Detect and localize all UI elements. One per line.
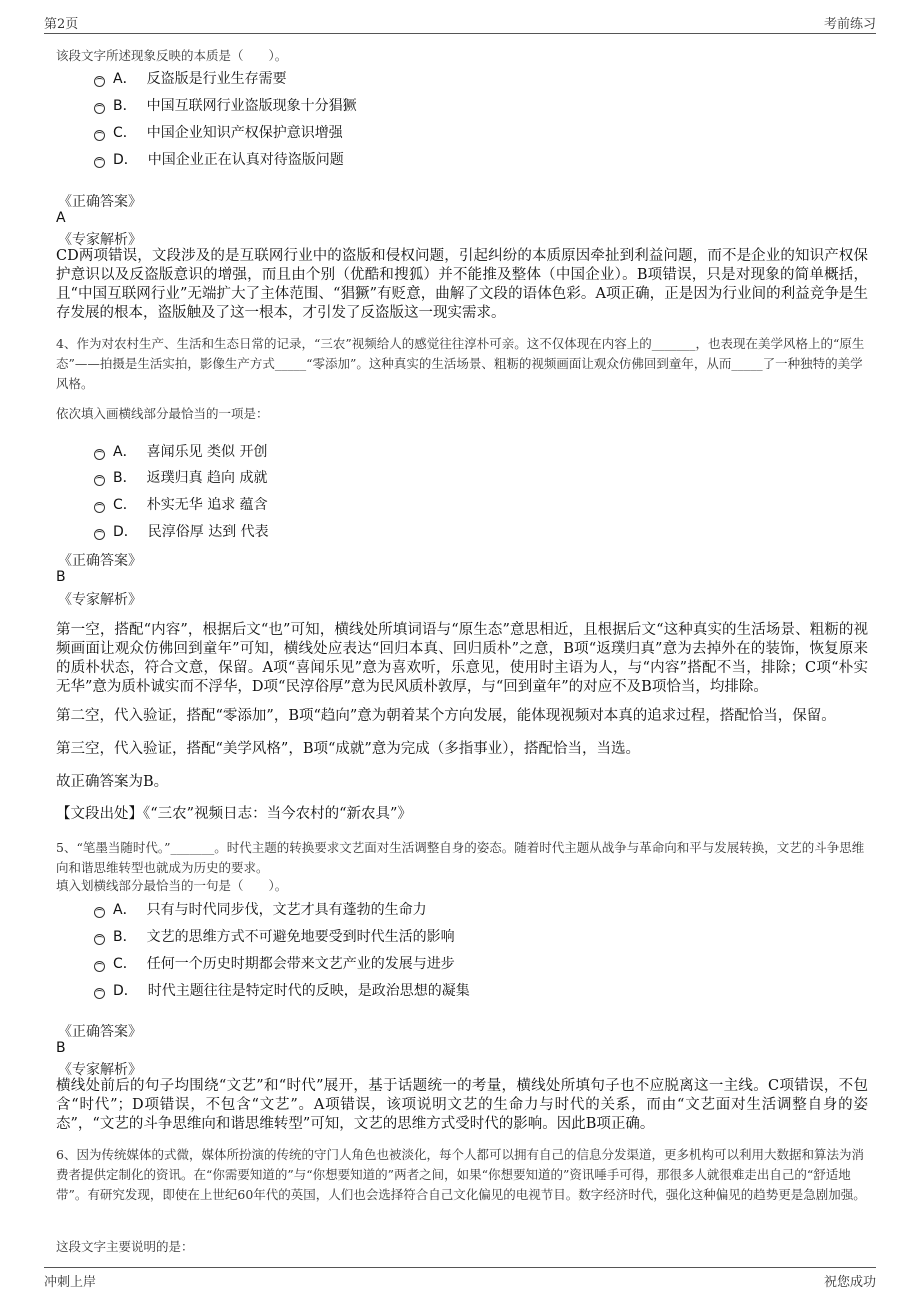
- radio-icon[interactable]: [94, 988, 105, 999]
- q4-option-c[interactable]: C． 朴实无华 追求 蕴含: [94, 494, 268, 514]
- q3-analysis: CD两项错误，文段涉及的是互联网行业中的盗版和侵权问题，引起纠纷的本质原因牵扯到利益问题，而不是企业的知识产权保护意识以及反盗版意识的增强，而且由个别（优酷和搜狐）并不能推及整体（中国企业）。B项错误，只是对现象的简单概括，且“中国互联网行业”无端扩大了主体范围、“猖獗”有贬意，曲解了文段的语体色彩。A项正确，正是因为行业间的利益竞争是生存发展的根本，盗版触及了这一根本，才引发了反盗版这一现实需求。: [56, 248, 868, 321]
- q6-stem: 6、因为传统媒体的式微，媒体所扮演的传统的守门人角色也被淡化，每个人都可以拥有自己的信息分发渠道，更多机构可以利用大数据和算法为消费者提供定制化的资讯。在“你需要知道的”与“你想要知道的”两者之间，如果“你想要知道的”资讯唾手可得，那很多人就很难走出自己的“舒适地带”。有研究发现，即使在上世纪60年代的英国，人们也会选择符合自己文化偏见的电视节目。数字经济时代，强化这种偏见的趋势更是急剧加强。: [56, 1147, 866, 1202]
- footer-divider: [44, 1267, 876, 1268]
- q4-option-a[interactable]: A． 喜闻乐见 类似 开创: [94, 441, 267, 461]
- q6-prompt: 这段文字主要说明的是：: [56, 1239, 194, 1254]
- page-number: 第2页: [44, 17, 79, 32]
- q5-option-a[interactable]: A． 只有与时代同步伐，文艺才具有蓬勃的生命力: [94, 899, 427, 919]
- q4-answer: B: [56, 569, 66, 585]
- q5-prompt: 填入划横线部分最恰当的一句是（ ）。: [56, 878, 288, 893]
- q4-stem: 4、作为对农村生产、生活和生态日常的记录，“三农”视频给人的感觉往往淳朴可亲。这不仅体现在内容上的_______，也表现在美学风格上的“原生态”——拍摄是生活实拍，影像生产方式_____“零添加”。这种真实的生活场景、粗粝的视频画面让观众仿佛回到童年，从而_____了一种独特的美学风格。: [56, 336, 865, 391]
- q4-analysis-para-2: 第二空，代入验证，搭配“零添加”，B项“趋向”意为朝着某个方向发展，能体现视频对本真的追求过程，搭配恰当，保留。: [56, 708, 836, 724]
- radio-icon[interactable]: [94, 103, 105, 114]
- q5-answer: B: [56, 1040, 66, 1056]
- q4-source: 【文段出处】《“三农”视频日志：当今农村的“新农具”》: [56, 806, 412, 822]
- q3-option-a[interactable]: A． 反盗版是行业生存需要: [94, 68, 287, 88]
- radio-icon[interactable]: [94, 449, 105, 460]
- q5-analysis: 横线处前后的句子均围绕“文艺”和“时代”展开，基于话题统一的考量，横线处所填句子也不应脱离这一主线。C项错误，不包含“时代”；D项错误，不包含“文艺”。A项错误，该项说明文艺的生命力与时代的关系，而由“文艺面对生活调整自身的姿态”，“文艺的斗争思维向和谐思维转型”可知，文艺的思维方式受时代的影响。因此B项正确。: [56, 1078, 868, 1132]
- radio-icon[interactable]: [94, 502, 105, 513]
- q5-option-b[interactable]: B． 文艺的思维方式不可避免地要受到时代生活的影响: [94, 926, 455, 946]
- q3-analysis-label: 《专家解析》: [58, 232, 142, 248]
- q5-stem: 5、“笔墨当随时代。”_______。时代主题的转换要求文艺面对生活调整自身的姿态。随着时代主题从战争与革命向和平与发展转换，文艺的斗争思维向和谐思维转型也就成为历史的要求。: [56, 840, 865, 875]
- q5-analysis-label: 《专家解析》: [58, 1062, 142, 1078]
- footer-right: 祝您成功: [823, 1275, 876, 1290]
- q4-option-b[interactable]: B． 返璞归真 趋向 成就: [94, 467, 268, 487]
- q4-analysis-para-4: 故正确答案为B。: [56, 774, 169, 790]
- q4-option-d[interactable]: D． 民淳俗厚 达到 代表: [94, 521, 269, 541]
- q3-option-c[interactable]: C． 中国企业知识产权保护意识增强: [94, 122, 343, 142]
- radio-icon[interactable]: [94, 475, 105, 486]
- q4-analysis-para-3: 第三空，代入验证，搭配“美学风格”，B项“成就”意为完成（多指事业），搭配恰当，当选。: [56, 741, 641, 757]
- q4-analysis-label: 《专家解析》: [58, 592, 142, 608]
- q3-option-d[interactable]: D． 中国企业正在认真对待盗版问题: [94, 149, 344, 169]
- q3-answer-label: 《正确答案》: [58, 194, 142, 210]
- footer-left: 冲刺上岸: [44, 1275, 97, 1290]
- q5-option-d[interactable]: D． 时代主题往往是特定时代的反映，是政治思想的凝集: [94, 980, 470, 1000]
- q4-analysis-para-1: 第一空，搭配“内容”，根据后文“也”可知，横线处所填词语与“原生态”意思相近，且根据后文“这种真实的生活场景、粗粝的视频画面让观众仿佛回到童年”可知，横线处应表达“回归本真、回归质朴”之意，B项“返璞归真”意为去掉外在的装饰，恢复原来的质朴状态，符合文意，保留。A项“喜闻乐见”意为喜欢听，乐意见，使用时主语为人，与“内容”搭配不当，排除；C项“朴实无华”意为质朴诚实而不浮华，D项“民淳俗厚”意为民风质朴敦厚，与“回到童年”的对应不及B项恰当，均排除。: [56, 622, 868, 695]
- radio-icon[interactable]: [94, 907, 105, 918]
- q5-answer-label: 《正确答案》: [58, 1024, 142, 1040]
- radio-icon[interactable]: [94, 76, 105, 87]
- radio-icon[interactable]: [94, 934, 105, 945]
- radio-icon[interactable]: [94, 157, 105, 168]
- q3-stem: 该段文字所述现象反映的本质是（ ）。: [56, 48, 288, 63]
- radio-icon[interactable]: [94, 130, 105, 141]
- header-divider: [44, 33, 876, 34]
- header-title: 考前练习: [823, 17, 876, 32]
- radio-icon[interactable]: [94, 529, 105, 540]
- q5-option-c[interactable]: C． 任何一个历史时期都会带来文艺产业的发展与进步: [94, 953, 455, 973]
- q4-prompt: 依次填入画横线部分最恰当的一项是：: [56, 406, 269, 421]
- q4-answer-label: 《正确答案》: [58, 553, 142, 569]
- q3-answer: A: [56, 210, 66, 226]
- q3-option-b[interactable]: B． 中国互联网行业盗版现象十分猖獗: [94, 95, 357, 115]
- radio-icon[interactable]: [94, 961, 105, 972]
